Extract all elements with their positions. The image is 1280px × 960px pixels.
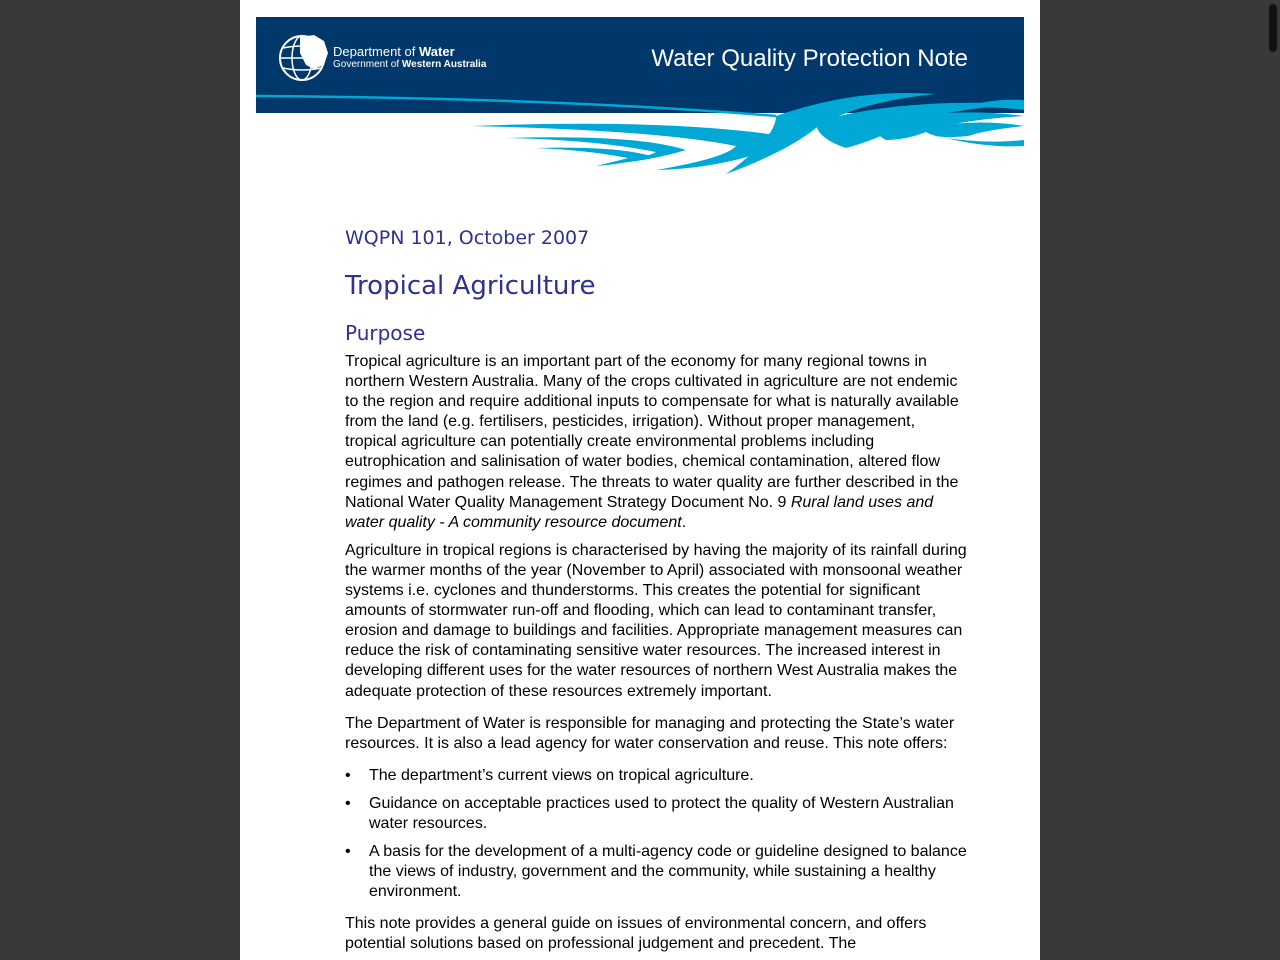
scrollbar-thumb[interactable] <box>1269 4 1277 52</box>
paragraph-intro: Tropical agriculture is an important part of the economy for many regional towns in northern Western Australia. Many of the crops cultivated in agriculture are not endemic to the region and require additional inputs to compensate for what is naturally available from the land (e.g. fertilisers, pesticides, irrigation). Without proper management, tropical agriculture can potentially create environmental problems including eutrophication and salinisation of water bodies, chemical contamination, altered flow regimes and pathogen release. The threats to water quality are further described in the National Water Quality Management Strategy Document No. 9 Rural land uses and water quality - A community resource document. <box>345 353 959 531</box>
banner-title: Water Quality Protection Note <box>651 45 968 72</box>
document-page <box>240 0 1040 960</box>
document-content <box>345 220 967 954</box>
list-item: • A basis for the development of a multi-agency code or guideline designed to balance the views of industry, government and the community, while sustaining a healthy environment. <box>345 842 967 900</box>
paragraph-department-role: The Department of Water is responsible for managing and protecting the State’s water resources. It is also a lead agency for water conservation and reuse. This note offers: <box>345 714 955 752</box>
paragraph-tropical-regions: Agriculture in tropical regions is characterised by having the majority of its rainfall during the warmer months of the year (November to April) associated with monsoonal weather systems i.e. cyclones and thunderstorms. This creates the potential for significant amounts of stormwater run-off and flooding, which can lead to contaminant transfer, erosion and damage to buildings and facilities. Appropriate management measures can reduce the risk of contaminating sensitive water resources. The increased interest in developing different uses for the water resources of northern West Australia makes the adequate protection of these resources extremely important. <box>345 541 967 700</box>
logo-text <box>333 45 486 71</box>
list-item: • Guidance on acceptable practices used to protect the quality of Western Australian water resources. <box>345 794 954 832</box>
globe-map-icon <box>278 31 330 83</box>
bullet-icon: • <box>345 794 351 812</box>
section-heading-purpose: Purpose <box>345 321 426 345</box>
list-item: • The department’s current views on tropical agriculture. <box>345 766 754 784</box>
paragraph-general-guide: This note provides a general guide on issues of environmental concern, and offers potential solutions based on professional judgement and precedent. The <box>345 914 927 952</box>
document-title: Tropical Agriculture <box>345 271 596 301</box>
water-ripple-graphic <box>256 88 1024 198</box>
scrollbar[interactable] <box>1266 0 1280 960</box>
bullet-icon: • <box>345 766 351 784</box>
department-logo <box>278 31 518 85</box>
logo-department-name: Department of Water <box>333 44 455 59</box>
bullet-list <box>345 766 967 902</box>
bullet-icon: • <box>345 842 351 860</box>
logo-government-name: Government of Western Australia <box>333 59 487 70</box>
document-code: WQPN 101, October 2007 <box>345 227 590 249</box>
